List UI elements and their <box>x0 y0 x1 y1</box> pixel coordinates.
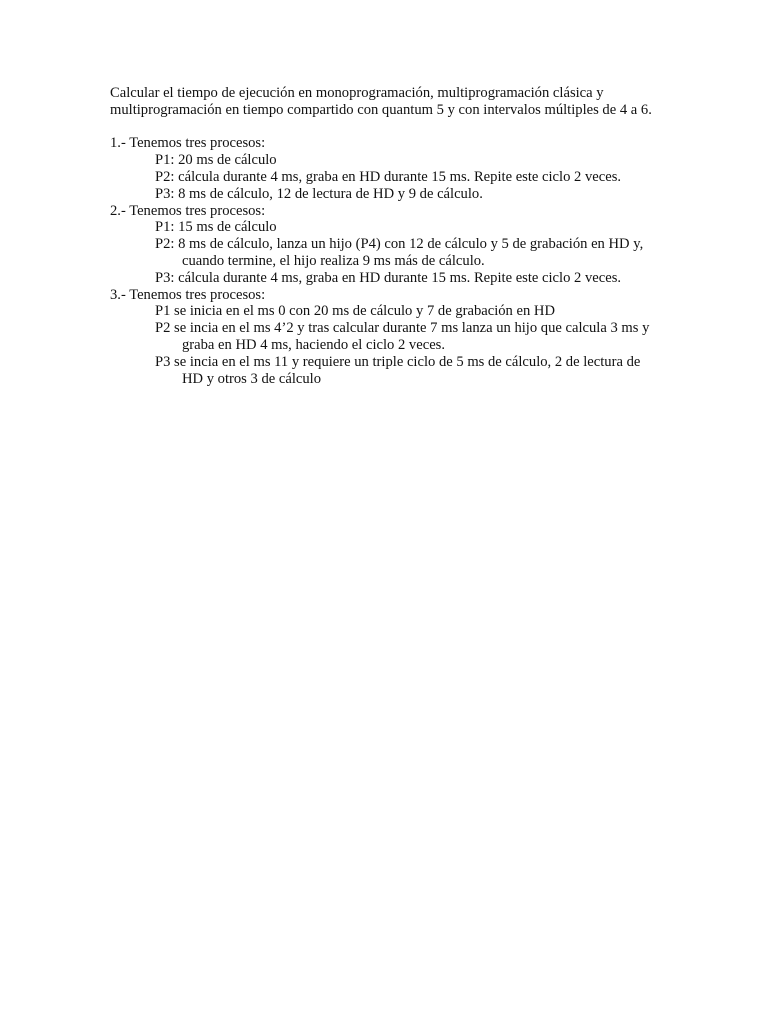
intro-line: Calcular el tiempo de ejecución en monoprogramación, multiprogramación clásica y <box>110 85 604 101</box>
exercise-2 <box>110 203 710 287</box>
process-item-p3 <box>110 186 710 203</box>
process-line: P1: 20 ms de cálculo <box>155 152 277 169</box>
exercise-heading: 2.- Tenemos tres procesos: <box>110 202 266 219</box>
document-body <box>110 85 710 387</box>
process-line-continuation: cuando termine, el hijo realiza 9 ms más de cálculo. <box>182 252 485 269</box>
exercise-heading: 3.- Tenemos tres procesos: <box>110 286 266 303</box>
process-item-p2 <box>110 169 710 186</box>
process-line-continuation: graba en HD 4 ms, haciendo el ciclo 2 veces. <box>182 336 445 353</box>
intro-line: multiprogramación en tiempo compartido con quantum 5 y con intervalos múltiples de 4 a 6. <box>110 101 652 118</box>
process-line: P1 se inicia en el ms 0 con 20 ms de cálculo y 7 de grabación en HD <box>155 303 556 320</box>
process-item-p1 <box>110 219 710 236</box>
process-line: P2: 8 ms de cálculo, lanza un hijo (P4) con 12 de cálculo y 5 de grabación en HD y, <box>155 236 644 253</box>
exercise-1 <box>110 135 710 202</box>
intro-paragraph <box>110 85 710 119</box>
process-line: P3: cálcula durante 4 ms, graba en HD durante 15 ms. Repite este ciclo 2 veces. <box>155 269 622 286</box>
process-line-continuation: HD y otros 3 de cálculo <box>182 370 322 387</box>
process-item-p1 <box>110 152 710 169</box>
process-item-p3 <box>110 270 710 287</box>
process-item-p2 <box>110 236 710 270</box>
process-item-p1 <box>110 303 710 320</box>
process-line: P2: cálcula durante 4 ms, graba en HD durante 15 ms. Repite este ciclo 2 veces. <box>155 168 622 185</box>
exercise-3 <box>110 287 710 388</box>
process-line: P1: 15 ms de cálculo <box>155 219 277 236</box>
process-item-p2 <box>110 320 710 354</box>
process-line: P3 se incia en el ms 11 y requiere un triple ciclo de 5 ms de cálculo, 2 de lectura de <box>155 353 641 370</box>
process-line: P2 se incia en el ms 4’2 y tras calcular durante 7 ms lanza un hijo que calcula 3 ms y <box>155 320 650 337</box>
process-line: P3: 8 ms de cálculo, 12 de lectura de HD y 9 de cálculo. <box>155 185 483 202</box>
exercise-heading: 1.- Tenemos tres procesos: <box>110 135 266 152</box>
process-item-p3 <box>110 354 710 388</box>
